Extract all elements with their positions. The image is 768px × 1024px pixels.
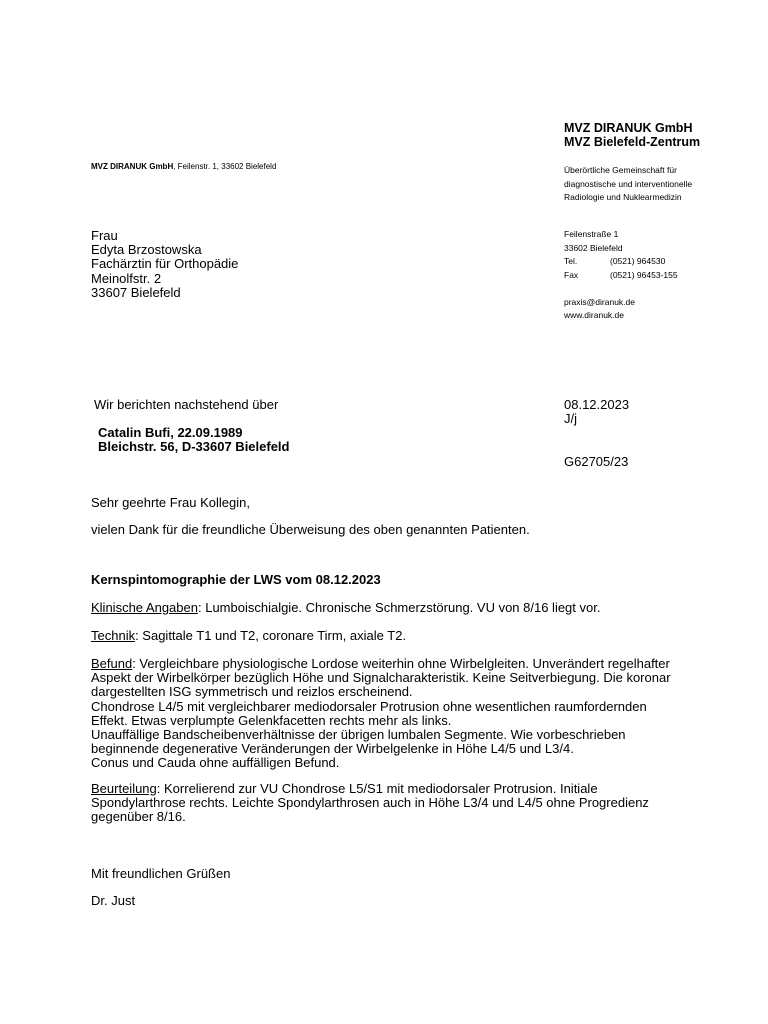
findings-line: beginnende degenerative Veränderungen der Wirbelgelenke in Höhe L4/5 und L3/4. [91, 741, 574, 757]
sender-subtitle [564, 164, 692, 205]
letterhead [564, 121, 700, 149]
findings-line: dargestellten ISG symmetrisch und reizlos erscheinend. [91, 684, 413, 700]
reference-number: G62705/23 [564, 454, 629, 469]
sender-contact [564, 228, 678, 323]
exam-title: Kernspintomographie der LWS vom 08.12.2023 [91, 572, 381, 587]
technique-info [91, 629, 406, 643]
clinical-text: : Lumboischialgie. Chronische Schmerzstörung. VU von 8/16 liegt vor. [197, 600, 601, 615]
clinical-info [91, 601, 600, 615]
findings-section [91, 657, 691, 771]
letter-initials: J/j [564, 411, 577, 426]
recipient-line: Frau [91, 228, 118, 243]
signature: Dr. Just [91, 893, 136, 908]
assessment-section [91, 782, 691, 825]
sender-web: www.diranuk.de [564, 310, 625, 320]
sender-subtitle-line: Radiologie und Nuklearmedizin [564, 192, 682, 202]
patient-address: Bleichstr. 56, D-33607 Bielefeld [98, 439, 290, 454]
recipient-line: 33607 Bielefeld [91, 284, 181, 300]
return-address-rest: , Feilenstr. 1, 33602 Bielefeld [173, 162, 277, 171]
sender-subtitle-line: diagnostische und interventionelle [564, 178, 693, 189]
recipient-line: Fachärztin für Orthopädie [91, 256, 239, 272]
findings-line: Effekt. Etwas verplumpte Gelenkfacetten rechts mehr als links. [91, 712, 452, 728]
tel-value: (0521) 964530 [610, 256, 666, 266]
assessment-line: Spondylarthrose rechts. Leichte Spondylarthrosen auch in Höhe L3/4 und L4/5 ohne Progredienz [91, 795, 649, 811]
fax-value: (0521) 96453-155 [610, 269, 678, 280]
thanks-line: vielen Dank für die freundliche Überweisung des oben genannten Patienten. [91, 522, 530, 537]
recipient-line: Edyta Brzostowska [91, 242, 202, 258]
findings-line: Unauffällige Bandscheibenverhältnisse der übrigen lumbalen Segmente. Wie vorbeschrieben [91, 727, 626, 743]
fax-label: Fax [564, 269, 579, 280]
report-intro: Wir berichten nachstehend über [94, 397, 279, 412]
sender-email: praxis@diranuk.de [564, 296, 635, 307]
salutation: Sehr geehrte Frau Kollegin, [91, 495, 250, 510]
closing: Mit freundlichen Grüßen [91, 866, 231, 881]
patient-name-dob: Catalin Bufi, 22.09.1989 [98, 425, 243, 440]
sender-tel [564, 255, 678, 269]
findings-line: Aspekt der Wirbelkörper bezüglich Höhe und Signalcharakteristik. Keine Seitverbiegung. Die koronar [91, 670, 671, 686]
assessment-first-line [91, 782, 691, 796]
findings-line: Conus und Cauda ohne auffälligen Befund. [91, 755, 340, 771]
findings-text: : Vergleichbare physiologische Lordose weiterhin ohne Wirbelgleiten. Unverändert regelhafter [132, 656, 670, 671]
letter-date: 08.12.2023 [564, 397, 630, 412]
findings-first-line [91, 657, 691, 671]
recipient-address [91, 229, 238, 300]
assessment-text: : Korrelierend zur VU Chondrose L5/S1 mit mediodorsaler Protrusion. Initiale [156, 781, 598, 796]
assessment-line: gegenüber 8/16. [91, 809, 186, 825]
sender-company: MVZ DIRANUK GmbH [564, 121, 693, 135]
return-address-name: MVZ DIRANUK GmbH [91, 162, 174, 171]
sender-subtitle-line: Überörtliche Gemeinschaft für [564, 165, 677, 175]
findings-line: Chondrose L4/5 mit vergleichbarer mediodorsaler Protrusion ohne wesentlichen raumfordernden [91, 698, 647, 714]
sender-city: 33602 Bielefeld [564, 242, 623, 253]
tel-label: Tel. [564, 256, 578, 266]
return-address [91, 162, 276, 171]
clinical-label: Klinische Angaben [91, 600, 198, 615]
recipient-line: Meinolfstr. 2 [91, 270, 162, 286]
assessment-label: Beurteilung [91, 781, 157, 796]
technique-label: Technik [91, 628, 136, 643]
sender-street: Feilenstraße 1 [564, 229, 619, 239]
sender-center: MVZ Bielefeld-Zentrum [564, 135, 701, 149]
sender-fax [564, 269, 678, 283]
technique-text: : Sagittale T1 und T2, coronare Tirm, axiale T2. [135, 628, 407, 643]
findings-label: Befund [91, 656, 133, 671]
